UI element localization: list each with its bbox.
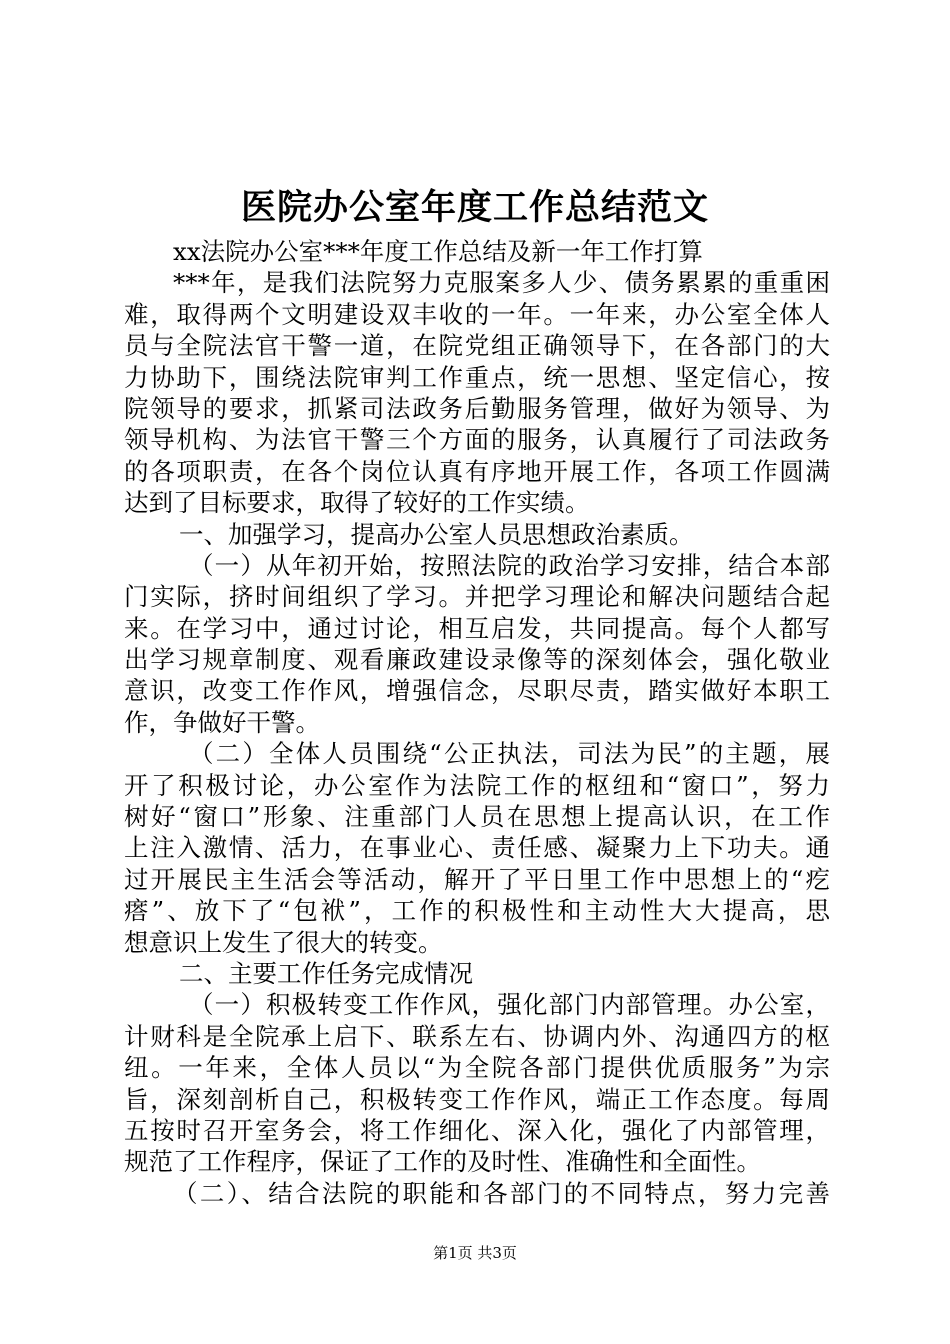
body-line: （一）从年初开始，按照法院的政治学习安排，结合本部 xyxy=(189,550,830,580)
body-line: 出学习规章制度、观看廉政建设录像等的深刻体会，强化敬业 xyxy=(124,645,830,675)
body-line: 作，争做好干警。 xyxy=(124,707,320,737)
body-line: 五按时召开室务会，将工作细化、深入化，强化了内部管理， xyxy=(124,1115,830,1145)
page-footer: 第1页 共3页 xyxy=(433,1244,517,1262)
body-line: 过开展民主生活会等活动，解开了平日里工作中思想上的“疙 xyxy=(124,864,830,894)
body-line: 门实际，挤时间组织了学习。并把学习理论和解决问题结合起 xyxy=(124,582,830,612)
body-line: 的各项职责，在各个岗位认真有序地开展工作，各项工作圆满 xyxy=(124,456,830,486)
body-line: 瘩”、放下了“包袱”，工作的积极性和主动性大大提高，思 xyxy=(124,896,830,926)
document-title: 医院办公室年度工作总结范文 xyxy=(240,187,709,228)
body-line: 开了积极讨论，办公室作为法院工作的枢纽和“窗口”，努力 xyxy=(124,770,830,800)
body-line: （二）、结合法院的职能和各部门的不同特点，努力完善 xyxy=(173,1178,830,1208)
body-line: 来。在学习中，通过讨论，相互启发，共同提高。每个人都写 xyxy=(124,613,830,643)
body-line: 达到了目标要求，取得了较好的工作实绩。 xyxy=(124,488,590,518)
body-line: 领导机构、为法官干警三个方面的服务，认真履行了司法政务 xyxy=(124,425,830,455)
body-line: 旨，深刻剖析自己，积极转变工作作风，端正工作态度。每周 xyxy=(124,1084,830,1114)
body-line: 力协助下，围绕法院审判工作重点，统一思想、坚定信心，按 xyxy=(124,362,830,392)
body-line: 院领导的要求，抓紧司法政务后勤服务管理，做好为领导、为 xyxy=(124,393,830,423)
document-body xyxy=(124,236,830,1209)
body-line: 一、加强学习，提高办公室人员思想政治素质。 xyxy=(179,519,694,549)
body-line: （一）积极转变工作作风，强化部门内部管理。办公室， xyxy=(189,990,830,1020)
body-line: 难，取得两个文明建设双丰收的一年。一年来，办公室全体人 xyxy=(124,299,830,329)
body-line: （二）全体人员围绕“公正执法，司法为民”的主题，展 xyxy=(189,739,830,769)
body-line: 计财科是全院承上启下、联系左右、协调内外、沟通四方的枢 xyxy=(124,1021,830,1051)
body-line: 员与全院法官干警一道，在院党组正确领导下，在各部门的大 xyxy=(124,331,830,361)
body-line: 上注入激情、活力，在事业心、责任感、凝聚力上下功夫。通 xyxy=(124,833,830,863)
body-line: 二、主要工作任务完成情况 xyxy=(179,958,473,988)
body-line: 想意识上发生了很大的转变。 xyxy=(124,927,443,957)
body-line: 意识，改变工作作风，增强信念，尽职尽责，踏实做好本职工 xyxy=(124,676,830,706)
body-line: 规范了工作程序，保证了工作的及时性、准确性和全面性。 xyxy=(124,1147,761,1177)
body-line: xx法院办公室***年度工作总结及新一年工作打算 xyxy=(173,237,703,266)
body-line: 纽。一年来，全体人员以“为全院各部门提供优质服务”为宗 xyxy=(124,1053,830,1083)
body-line: 树好“窗口”形象、注重部门人员在思想上提高认识，在工作 xyxy=(124,802,830,832)
body-line: ***年，是我们法院努力克服案多人少、债务累累的重重困 xyxy=(173,268,830,298)
